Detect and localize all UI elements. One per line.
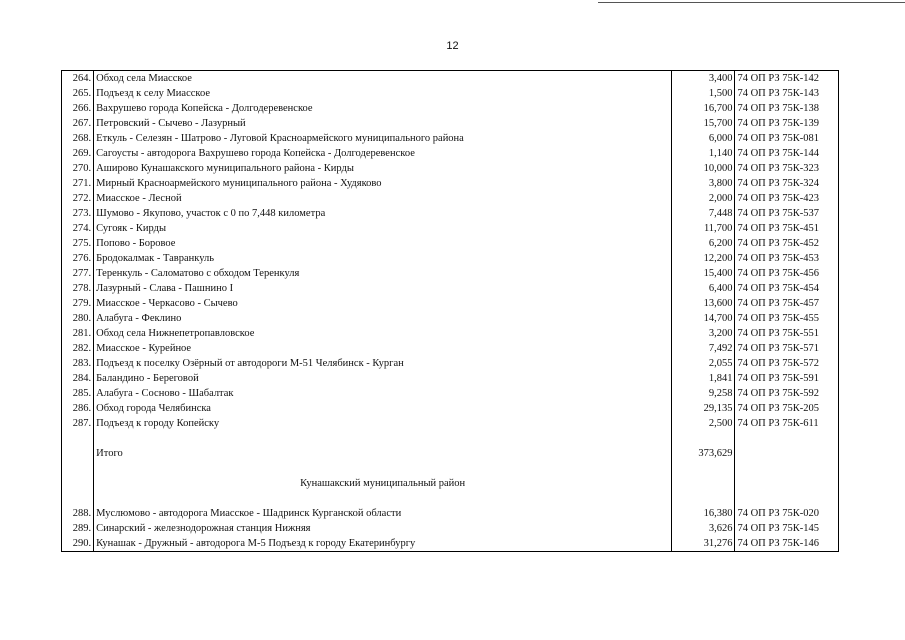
- row-number: 273.: [62, 206, 94, 221]
- row-number: 286.: [62, 401, 94, 416]
- road-length: 3,200: [672, 326, 735, 341]
- blank-cell: [672, 491, 735, 506]
- blank-row: [62, 431, 839, 446]
- road-length: 16,700: [672, 101, 735, 116]
- blank-row: [62, 461, 839, 476]
- roads-table-body: [62, 71, 839, 552]
- blank-cell: [672, 461, 735, 476]
- road-name: Синарский - железнодорожная станция Нижняя: [94, 521, 672, 536]
- row-number: 283.: [62, 356, 94, 371]
- row-number: 282.: [62, 341, 94, 356]
- blank-cell: [62, 446, 94, 461]
- row-number: 269.: [62, 146, 94, 161]
- row-number: 264.: [62, 71, 94, 87]
- table-row: [62, 536, 839, 552]
- road-code: 74 ОП РЗ 75К-139: [735, 116, 839, 131]
- table-row: [62, 506, 839, 521]
- table-row: [62, 401, 839, 416]
- row-number: 290.: [62, 536, 94, 552]
- road-length: 12,200: [672, 251, 735, 266]
- table-row: [62, 116, 839, 131]
- table-row: [62, 416, 839, 431]
- road-name: Миасское - Курейное: [94, 341, 672, 356]
- table-row: [62, 266, 839, 281]
- road-name: Вахрушево города Копейска - Долгодеревенское: [94, 101, 672, 116]
- road-code: 74 ОП РЗ 75К-324: [735, 176, 839, 191]
- blank-cell: [735, 446, 839, 461]
- road-length: 3,800: [672, 176, 735, 191]
- road-name: Обход села Миасское: [94, 71, 672, 87]
- row-number: 287.: [62, 416, 94, 431]
- road-code: 74 ОП РЗ 75К-145: [735, 521, 839, 536]
- road-code: 74 ОП РЗ 75К-081: [735, 131, 839, 146]
- row-number: 285.: [62, 386, 94, 401]
- road-name: Лазурный - Слава - Пашнино I: [94, 281, 672, 296]
- road-length: 31,276: [672, 536, 735, 552]
- road-length: 7,492: [672, 341, 735, 356]
- table-row: [62, 356, 839, 371]
- road-length: 2,000: [672, 191, 735, 206]
- road-length: 14,700: [672, 311, 735, 326]
- road-name: Баландино - Береговой: [94, 371, 672, 386]
- row-number: 265.: [62, 86, 94, 101]
- blank-row: [62, 491, 839, 506]
- row-number: 280.: [62, 311, 94, 326]
- road-code: 74 ОП РЗ 75К-591: [735, 371, 839, 386]
- page-number: 12: [446, 40, 459, 52]
- road-length: 2,055: [672, 356, 735, 371]
- row-number: 284.: [62, 371, 94, 386]
- road-code: 74 ОП РЗ 75К-138: [735, 101, 839, 116]
- road-name: Еткуль - Селезян - Шатрово - Луговой Красноармейского муниципального района: [94, 131, 672, 146]
- road-length: 6,000: [672, 131, 735, 146]
- roads-table: [61, 70, 839, 552]
- road-length: 7,448: [672, 206, 735, 221]
- road-code: 74 ОП РЗ 75К-571: [735, 341, 839, 356]
- table-row: [62, 326, 839, 341]
- road-name: Теренкуль - Саломатово с обходом Теренкуля: [94, 266, 672, 281]
- road-length: 1,140: [672, 146, 735, 161]
- road-length: 11,700: [672, 221, 735, 236]
- road-code: 74 ОП РЗ 75К-323: [735, 161, 839, 176]
- road-length: 2,500: [672, 416, 735, 431]
- table-row: [62, 221, 839, 236]
- road-name: Миасское - Черкасово - Сычево: [94, 296, 672, 311]
- header-rule: [598, 2, 905, 3]
- road-code: 74 ОП РЗ 75К-143: [735, 86, 839, 101]
- road-name: Обход города Челябинска: [94, 401, 672, 416]
- blank-cell: [735, 476, 839, 491]
- section-row: [62, 476, 839, 491]
- road-code: 74 ОП РЗ 75К-144: [735, 146, 839, 161]
- blank-cell: [94, 461, 672, 476]
- blank-cell: [672, 431, 735, 446]
- row-number: 267.: [62, 116, 94, 131]
- road-name: Шумово - Якупово, участок с 0 по 7,448 километра: [94, 206, 672, 221]
- road-code: 74 ОП РЗ 75К-451: [735, 221, 839, 236]
- road-name: Алабуга - Феклино: [94, 311, 672, 326]
- road-length: 13,600: [672, 296, 735, 311]
- total-value: 373,629: [672, 446, 735, 461]
- row-number: 268.: [62, 131, 94, 146]
- blank-cell: [672, 476, 735, 491]
- row-number: 288.: [62, 506, 94, 521]
- road-name: Алабуга - Сосново - Шабалтак: [94, 386, 672, 401]
- road-code: 74 ОП РЗ 75К-205: [735, 401, 839, 416]
- table-row: [62, 206, 839, 221]
- road-code: 74 ОП РЗ 75К-592: [735, 386, 839, 401]
- row-number: 289.: [62, 521, 94, 536]
- table-row: [62, 281, 839, 296]
- road-length: 9,258: [672, 386, 735, 401]
- table-row: [62, 311, 839, 326]
- table-row: [62, 161, 839, 176]
- table-row: [62, 236, 839, 251]
- table-row: [62, 386, 839, 401]
- blank-cell: [735, 431, 839, 446]
- table-row: [62, 146, 839, 161]
- road-code: 74 ОП РЗ 75К-457: [735, 296, 839, 311]
- blank-cell: [735, 491, 839, 506]
- road-name: Подъезд к городу Копейску: [94, 416, 672, 431]
- road-name: Попово - Боровое: [94, 236, 672, 251]
- road-length: 3,400: [672, 71, 735, 87]
- road-length: 15,700: [672, 116, 735, 131]
- blank-cell: [94, 431, 672, 446]
- road-code: 74 ОП РЗ 75К-456: [735, 266, 839, 281]
- row-number: 266.: [62, 101, 94, 116]
- road-code: 74 ОП РЗ 75К-537: [735, 206, 839, 221]
- section-title: Кунашакский муниципальный район: [94, 476, 672, 491]
- table-row: [62, 86, 839, 101]
- row-number: 281.: [62, 326, 94, 341]
- row-number: 277.: [62, 266, 94, 281]
- road-length: 15,400: [672, 266, 735, 281]
- blank-cell: [62, 461, 94, 476]
- row-number: 272.: [62, 191, 94, 206]
- table-row: [62, 521, 839, 536]
- road-code: 74 ОП РЗ 75К-453: [735, 251, 839, 266]
- road-length: 10,000: [672, 161, 735, 176]
- road-name: Аширово Кунашакского муниципального района - Кирды: [94, 161, 672, 176]
- road-name: Обход села Нижнепетропавловское: [94, 326, 672, 341]
- row-number: 270.: [62, 161, 94, 176]
- road-code: 74 ОП РЗ 75К-423: [735, 191, 839, 206]
- table-row: [62, 176, 839, 191]
- road-code: 74 ОП РЗ 75К-611: [735, 416, 839, 431]
- road-length: 1,500: [672, 86, 735, 101]
- road-code: 74 ОП РЗ 75К-146: [735, 536, 839, 552]
- road-name: Подъезд к поселку Озёрный от автодороги М-51 Челябинск - Курган: [94, 356, 672, 371]
- row-number: 276.: [62, 251, 94, 266]
- table-row: [62, 371, 839, 386]
- road-length: 6,200: [672, 236, 735, 251]
- blank-cell: [62, 491, 94, 506]
- road-length: 3,626: [672, 521, 735, 536]
- road-code: 74 ОП РЗ 75К-020: [735, 506, 839, 521]
- road-name: Петровский - Сычево - Лазурный: [94, 116, 672, 131]
- road-length: 6,400: [672, 281, 735, 296]
- blank-cell: [62, 476, 94, 491]
- table-row: [62, 71, 839, 87]
- road-name: Мирный Красноармейского муниципального района - Худяково: [94, 176, 672, 191]
- road-name: Сагоусты - автодорога Вахрушево города Копейска - Долгодеревенское: [94, 146, 672, 161]
- road-code: 74 ОП РЗ 75К-455: [735, 311, 839, 326]
- road-length: 29,135: [672, 401, 735, 416]
- road-code: 74 ОП РЗ 75К-142: [735, 71, 839, 87]
- road-code: 74 ОП РЗ 75К-452: [735, 236, 839, 251]
- blank-cell: [94, 491, 672, 506]
- table-row: [62, 341, 839, 356]
- row-number: 271.: [62, 176, 94, 191]
- road-code: 74 ОП РЗ 75К-572: [735, 356, 839, 371]
- row-number: 275.: [62, 236, 94, 251]
- row-number: 279.: [62, 296, 94, 311]
- table-row: [62, 296, 839, 311]
- road-name: Подъезд к селу Миасское: [94, 86, 672, 101]
- road-length: 16,380: [672, 506, 735, 521]
- total-label: Итого: [94, 446, 672, 461]
- blank-cell: [735, 461, 839, 476]
- road-name: Муслюмово - автодорога Миасское - Шадринск Курганской области: [94, 506, 672, 521]
- road-code: 74 ОП РЗ 75К-551: [735, 326, 839, 341]
- road-name: Бродокалмак - Тавранкуль: [94, 251, 672, 266]
- table-row: [62, 101, 839, 116]
- road-code: 74 ОП РЗ 75К-454: [735, 281, 839, 296]
- road-name: Миасское - Лесной: [94, 191, 672, 206]
- row-number: 278.: [62, 281, 94, 296]
- row-number: 274.: [62, 221, 94, 236]
- road-length: 1,841: [672, 371, 735, 386]
- table-row: [62, 131, 839, 146]
- total-row: [62, 446, 839, 461]
- road-name: Кунашак - Дружный - автодорога М-5 Подъезд к городу Екатеринбургу: [94, 536, 672, 552]
- blank-cell: [62, 431, 94, 446]
- table-row: [62, 191, 839, 206]
- road-name: Сугояк - Кирды: [94, 221, 672, 236]
- table-row: [62, 251, 839, 266]
